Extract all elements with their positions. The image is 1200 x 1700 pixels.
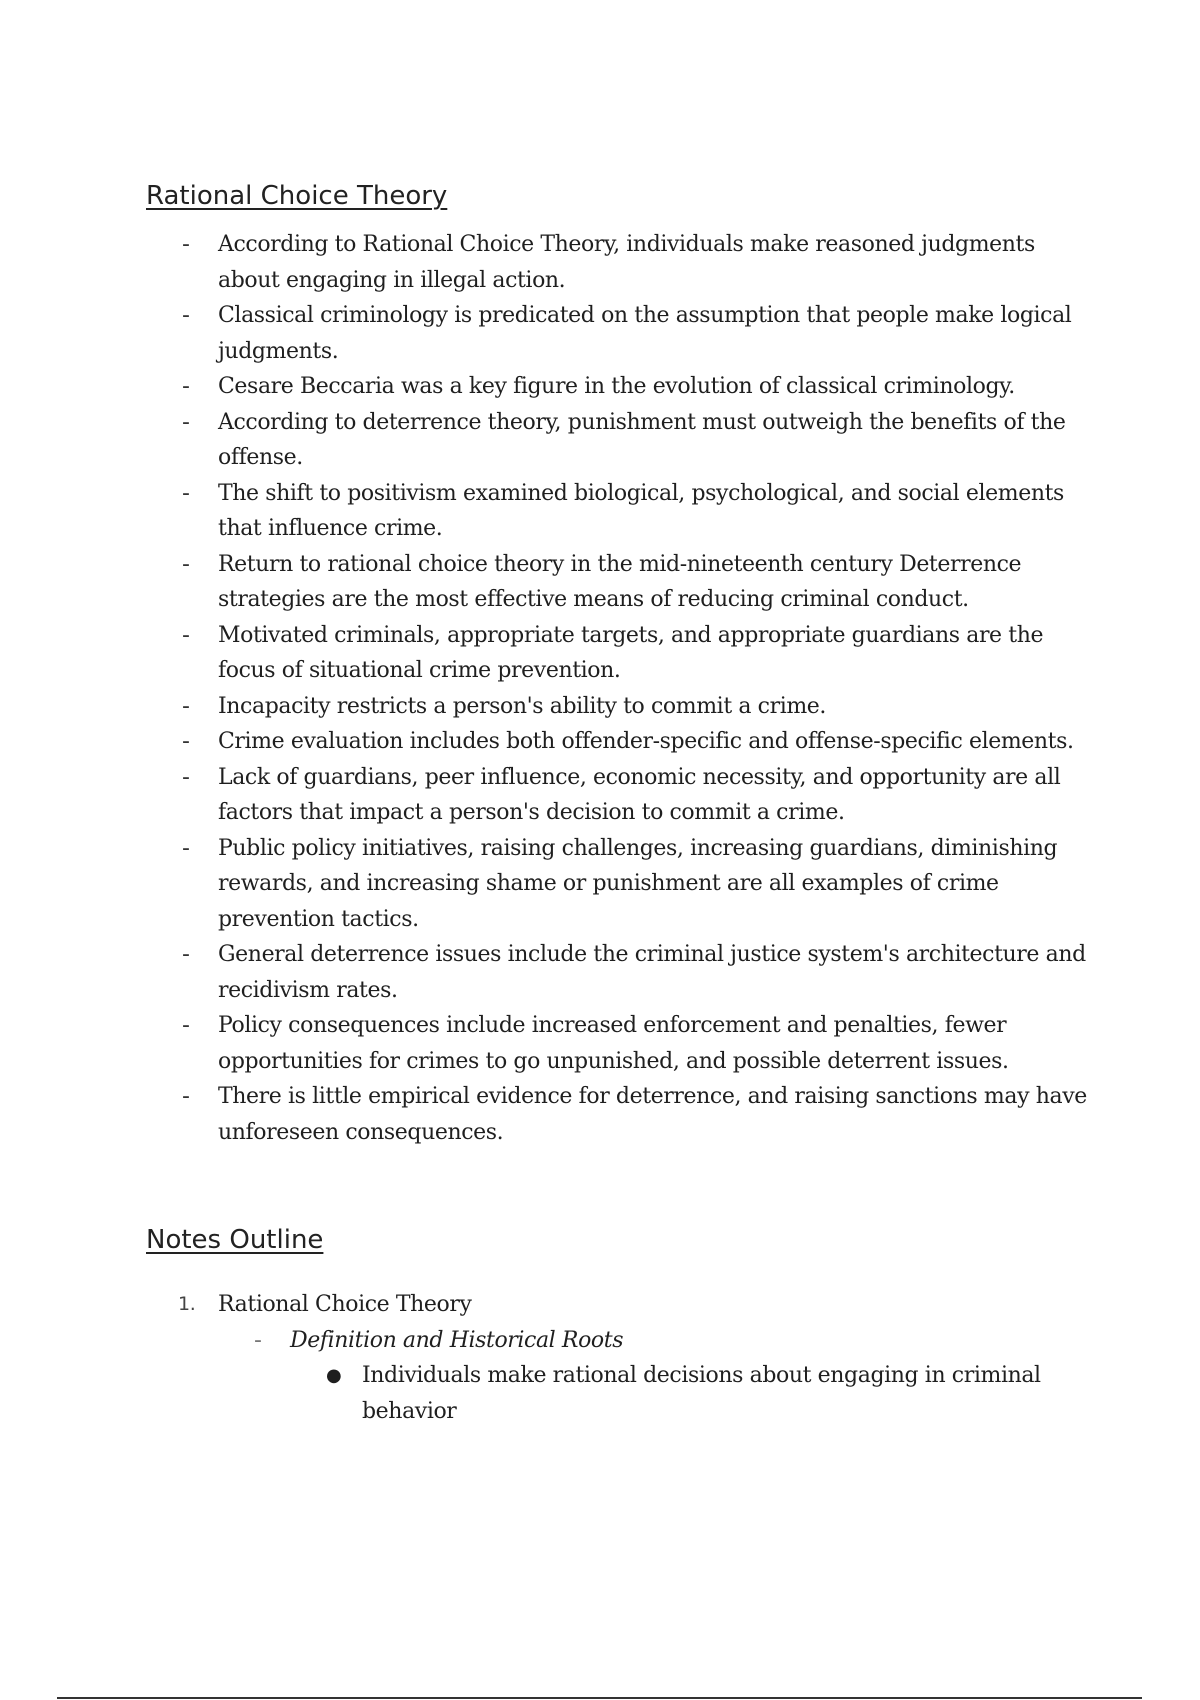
list-item	[178, 689, 1088, 725]
outline-sub-item-label: Definition and Historical Roots	[290, 1327, 624, 1353]
outline-item-label: Rational Choice Theory	[218, 1292, 472, 1317]
list-item-text: Policy consequences include increased enforcement and penalties, fewer opportunities for crimes to go unpunished, and possible deterrent issues.	[218, 1013, 1009, 1074]
list-item-text: Crime evaluation includes both offender-specific and offense-specific elements.	[218, 729, 1074, 754]
list-item	[178, 937, 1088, 1008]
dash-bullet: -	[182, 693, 190, 719]
list-item	[178, 369, 1088, 405]
list-item-text: The shift to positivism examined biological, psychological, and social elements that influence crime.	[218, 480, 1064, 541]
outline-item-number: 1.	[178, 1293, 196, 1315]
list-item-text: Classical criminology is predicated on the assumption that people make logical judgments.	[218, 303, 1072, 364]
outline-bullet-item	[326, 1358, 1068, 1429]
dash-bullet: -	[182, 622, 190, 648]
list-item	[178, 1079, 1088, 1150]
outline-item	[178, 1287, 1088, 1323]
list-item-text: According to deterrence theory, punishment must outweigh the benefits of the offense.	[218, 409, 1066, 470]
list-item-text: Cesare Beccaria was a key figure in the evolution of classical criminology.	[218, 374, 1015, 399]
outline-bullet-text: Individuals make rational decisions about engaging in criminal behavior	[362, 1363, 1041, 1424]
list-item	[178, 831, 1088, 938]
list-item	[178, 405, 1088, 476]
list-item-text: Motivated criminals, appropriate targets, and appropriate guardians are the focus of situational crime prevention.	[218, 622, 1044, 683]
list-item-text: According to Rational Choice Theory, individuals make reasoned judgments about engaging in illegal action.	[218, 232, 1035, 293]
list-item-text: Return to rational choice theory in the mid-nineteenth century Deterrence strategies are the most effective means of reducing criminal conduct.	[218, 551, 1022, 612]
list-item-text: General deterrence issues include the criminal justice system's architecture and recidivism rates.	[218, 942, 1086, 1003]
dash-bullet: -	[182, 232, 190, 257]
list-item-text: There is little empirical evidence for deterrence, and raising sanctions may have unforeseen consequences.	[218, 1084, 1087, 1145]
bullet-dot: ●	[326, 1365, 342, 1386]
list-item	[178, 760, 1088, 831]
section-heading-notes-outline: Notes Outline	[146, 1225, 324, 1255]
list-item	[178, 724, 1088, 760]
dash-bullet: -	[182, 942, 190, 967]
list-item-text: Public policy initiatives, raising challenges, increasing guardians, diminishing rewards, and increasing shame or punishment are all examples of crime prevention tactics.	[218, 835, 1058, 932]
sub-item-dash: -	[254, 1327, 262, 1353]
dash-bullet: -	[182, 1084, 190, 1109]
dash-bullet: -	[182, 303, 190, 328]
dash-bullet: -	[182, 374, 190, 399]
section-heading-rational-choice-theory: Rational Choice Theory	[146, 181, 448, 211]
dash-bullet: -	[182, 551, 190, 577]
outline-sub-item	[254, 1323, 1088, 1359]
list-item	[178, 227, 1088, 298]
rational-choice-bullet-list	[178, 227, 1088, 1150]
dash-bullet: -	[182, 764, 190, 790]
page-bottom-divider	[57, 1697, 1142, 1699]
dash-bullet: -	[182, 1013, 190, 1038]
list-item	[178, 547, 1088, 618]
list-item	[178, 1008, 1088, 1079]
list-item	[178, 298, 1088, 369]
dash-bullet: -	[182, 409, 190, 435]
list-item	[178, 618, 1088, 689]
dash-bullet: -	[182, 480, 190, 506]
dash-bullet: -	[182, 835, 190, 861]
list-item-text: Incapacity restricts a person's ability to commit a crime.	[218, 693, 827, 719]
list-item-text: Lack of guardians, peer influence, economic necessity, and opportunity are all factors that impact a person's decision to commit a crime.	[218, 764, 1061, 825]
list-item	[178, 476, 1088, 547]
notes-outline-list	[178, 1287, 1088, 1429]
dash-bullet: -	[182, 729, 190, 754]
